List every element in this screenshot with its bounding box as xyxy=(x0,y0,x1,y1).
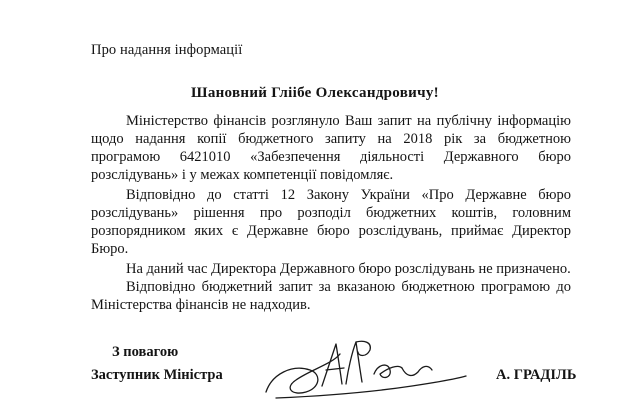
paragraph-4-line-2: Міністерства фінансів не надходив. xyxy=(91,297,311,313)
paragraph-1-line-3: програмою 6421010 «Забезпечення діяльності Державного бюро xyxy=(91,149,571,165)
paragraph-3-line-1: На даний час Директора Державного бюро розслідувань не призначено. xyxy=(126,261,571,277)
paragraph-1-line-2: щодо надання копії бюджетного запиту на 2018 рік за бюджетною xyxy=(91,131,571,147)
paragraph-2-line-3: розпорядником яких є Державне бюро розслідувань, приймає Директор xyxy=(91,223,571,239)
letter-salutation: Шановний Гліібе Олександровичу! xyxy=(191,85,439,101)
signatory-name: А. ГРАДІЛЬ xyxy=(496,367,577,383)
paragraph-2-line-1: Відповідно до статті 12 Закону України «Про Державне бюро xyxy=(126,187,571,203)
paragraph-1-line-4: розслідувань» і у межах компетенції повідомляє. xyxy=(91,167,394,183)
letter-subject: Про надання інформації xyxy=(91,42,243,58)
paragraph-4-line-1: Відповідно бюджетний запит за вказаною бюджетною програмою до xyxy=(126,279,571,295)
handwritten-signature xyxy=(262,334,472,406)
paragraph-1-line-1: Міністерство фінансів розглянуло Ваш запит на публічну інформацію xyxy=(126,113,571,129)
closing-regards: З повагою xyxy=(112,344,179,360)
paragraph-2-line-4: Бюро. xyxy=(91,241,129,257)
paragraph-2-line-2: розслідувань» рішення про розподіл бюджетних коштів, головним xyxy=(91,205,571,221)
signatory-position: Заступник Міністра xyxy=(91,367,223,383)
